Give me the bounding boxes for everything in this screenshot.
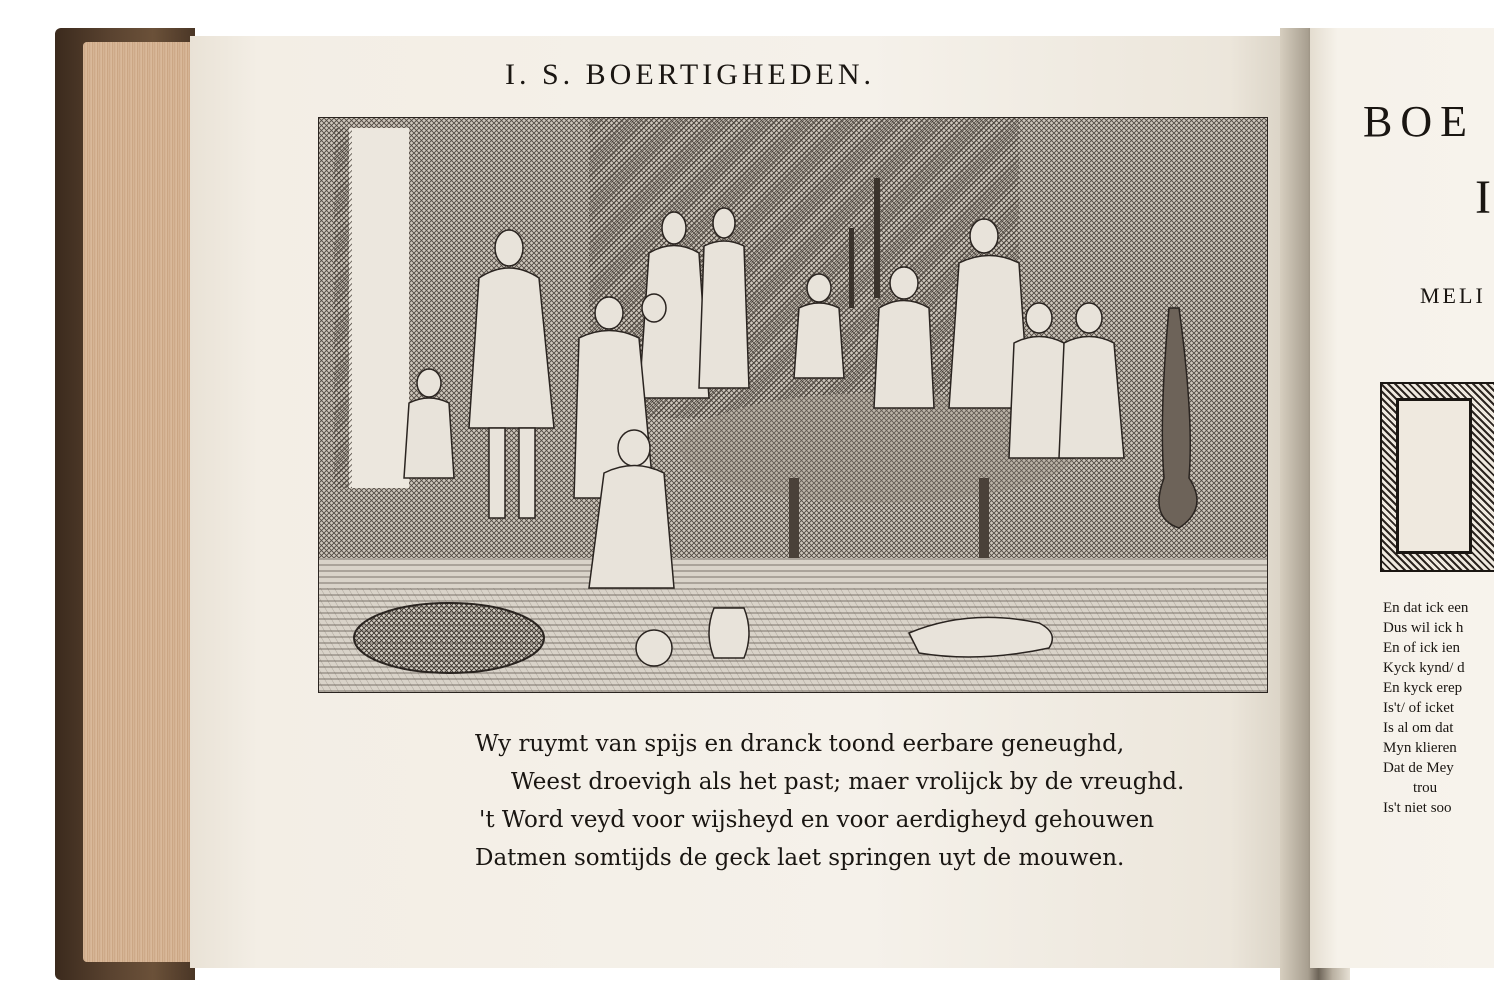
verse-line: Wy ruymt van spijs en dranck toond eerbare geneughd,	[475, 731, 1125, 757]
running-head: I. S. BOERTIGHEDEN.	[505, 58, 876, 91]
right-page-text	[1383, 598, 1494, 818]
text-line: trou	[1413, 780, 1438, 796]
right-page-large-letter: I	[1475, 171, 1491, 224]
text-line: En of ick ien	[1383, 640, 1461, 656]
decorated-initial-letter	[1396, 398, 1472, 554]
right-page-title: BOE	[1363, 97, 1475, 146]
decorated-initial	[1380, 382, 1494, 572]
page-edges	[83, 42, 203, 962]
text-line: Dus wil ick h	[1383, 620, 1464, 636]
text-line: En kyck erep	[1383, 680, 1463, 696]
engraving-illustration	[318, 117, 1268, 693]
text-line: Myn klieren	[1383, 740, 1457, 756]
verse-line: 't Word veyd voor wijsheyd en voor aerdigheyd gehouwen	[479, 807, 1155, 833]
text-line: Is't niet soo	[1383, 800, 1452, 816]
text-line: Dat de Mey	[1383, 760, 1454, 776]
right-page-subtitle: MELI	[1420, 283, 1486, 308]
text-line: Is't/ of icket	[1383, 700, 1455, 716]
text-line: Kyck kynd/ d	[1383, 660, 1465, 676]
engraving-verse	[475, 725, 1195, 877]
text-line: Is al om dat	[1383, 720, 1454, 736]
verse-line: Datmen somtijds de geck laet springen uyt de mouwen.	[475, 845, 1125, 871]
text-line: En dat ick een	[1383, 600, 1469, 616]
verse-line: Weest droevigh als het past; maer vrolijck by de vreughd.	[511, 769, 1185, 795]
